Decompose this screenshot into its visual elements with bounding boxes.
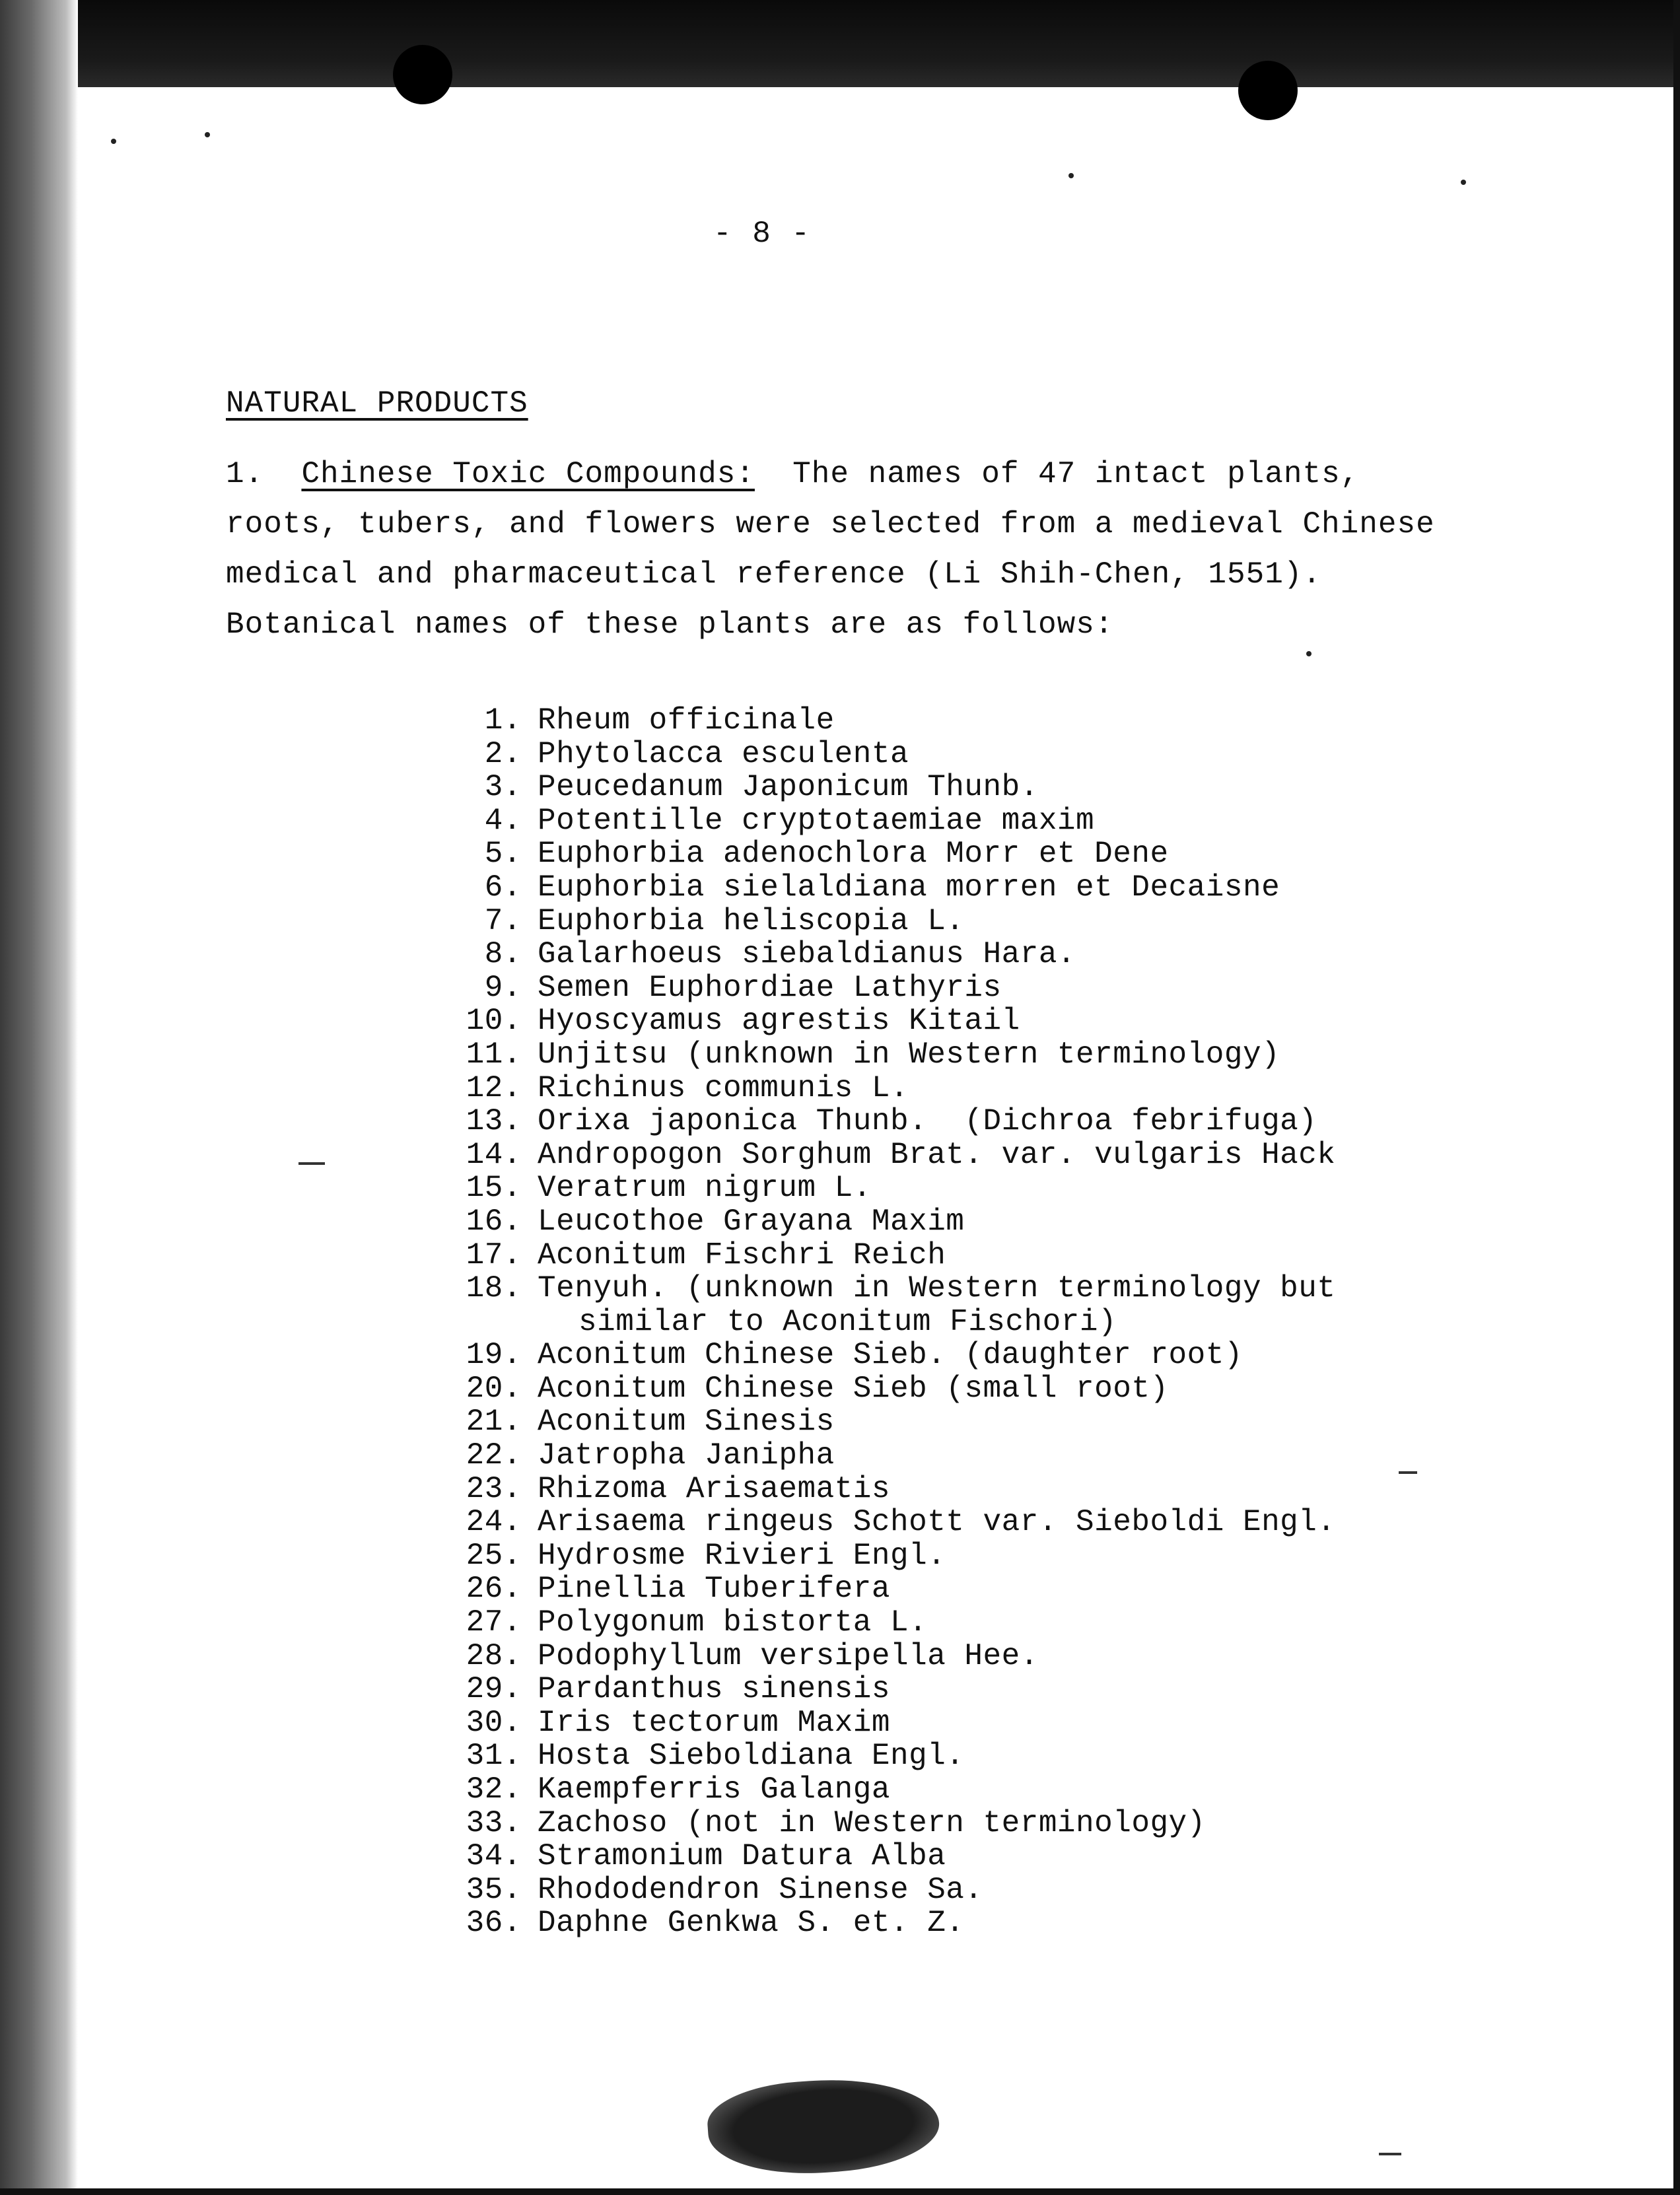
scan-top-border [0,0,1680,87]
list-item-number: 24. [466,1505,522,1540]
list-item-number: 9. [484,970,522,1005]
list-item [423,1205,1545,1239]
scan-right-border [1673,0,1680,2195]
list-item-number: 4. [484,803,522,838]
intro-line [226,449,1586,499]
scan-speck [1306,651,1312,656]
list-item-name: Hyoscyamus agrestis Kitail [538,1004,1020,1039]
list-item-number: 22. [466,1438,522,1473]
scan-speck [111,139,116,144]
list-item [423,1072,1545,1105]
list-item [423,1539,1545,1573]
list-item-name: Pinellia Tuberifera [538,1572,890,1607]
list-item [423,1004,1545,1038]
list-item-number: 8. [484,937,522,972]
list-item-name: Iris tectorum Maxim [538,1705,890,1740]
intro-paragraph [226,449,1586,650]
scan-speck [1461,180,1466,185]
list-item-name: Jatropha Janipha [538,1438,835,1473]
list-item-name: Andropogon Sorghum Brat. var. vulgaris Hack [538,1137,1336,1172]
list-item-number: 17. [466,1237,522,1272]
list-item [423,1807,1545,1840]
list-item [423,938,1545,971]
list-item-name: Zachoso (not in Western terminology) [538,1805,1206,1840]
list-item-number: 34. [466,1839,522,1874]
list-item [423,738,1545,771]
list-item-number: 25. [466,1538,522,1573]
page-number: - 8 - [713,217,812,251]
list-item-name: Euphorbia adenochlora Morr et Dene [538,837,1169,872]
section-heading: NATURAL PRODUCTS [226,386,528,421]
intro-number: 1. [226,457,264,491]
list-item [423,1840,1545,1873]
scan-left-border [0,0,78,2195]
list-item-number: 26. [466,1572,522,1607]
list-item [423,1906,1545,1940]
list-item-name: Leucothoe Grayana Maxim [538,1204,965,1239]
list-item-name: Kaempferris Galanga [538,1772,890,1807]
list-item-number: 5. [484,837,522,872]
list-item-number: 30. [466,1705,522,1740]
list-item [423,871,1545,905]
list-item [423,1773,1545,1807]
list-item [423,1372,1545,1406]
list-item-number: 33. [466,1805,522,1840]
plant-list [423,704,1545,1940]
list-item-number: 13. [466,1104,522,1139]
list-item [423,1673,1545,1706]
scan-speck [1068,173,1074,178]
list-item-name: Aconitum Chinese Sieb (small root) [538,1371,1169,1406]
list-item-name: Richinus communis L. [538,1070,909,1105]
intro-line: medical and pharmaceutical reference (Li Shih-Chen, 1551). [226,557,1322,592]
ink-blot [705,2072,942,2180]
list-item [423,704,1545,738]
list-item-number: 1. [484,703,522,738]
list-item [423,1272,1545,1306]
list-item [423,905,1545,938]
list-item-name: Rhizoma Arisaematis [538,1471,890,1506]
list-item-name: Podophyllum versipella Hee. [538,1638,1039,1673]
list-item-number: 23. [466,1471,522,1506]
list-item-name: Aconitum Chinese Sieb. (daughter root) [538,1338,1243,1373]
list-item [423,1706,1545,1740]
list-item [423,971,1545,1005]
list-item-number: 18. [466,1271,522,1306]
list-item-name: Unjitsu (unknown in Western terminology) [538,1037,1280,1072]
list-item-number: 2. [484,736,522,771]
list-item-name: Daphne Genkwa S. et. Z. [538,1906,965,1941]
list-item [423,1640,1545,1673]
punch-hole [393,45,452,104]
list-item-continuation [423,1306,1545,1339]
list-item [423,1506,1545,1539]
list-item-name: Stramonium Datura Alba [538,1839,946,1874]
list-item-number: 36. [466,1906,522,1941]
list-item-name: Tenyuh. (unknown in Western terminology but [538,1271,1336,1306]
list-item-name: Pardanthus sinensis [538,1672,890,1707]
list-item [423,1339,1545,1372]
list-item-name: Orixa japonica Thunb. (Dichroa febrifuga) [538,1104,1317,1139]
intro-subheading: Chinese Toxic Compounds: [301,457,755,491]
list-item-number: 31. [466,1739,522,1774]
punch-hole [1238,61,1298,120]
list-item [423,1473,1545,1506]
list-item-name: Rheum officinale [538,703,835,738]
list-item-number: 3. [484,770,522,805]
list-item-name: Aconitum Fischri Reich [538,1237,946,1272]
list-item-number: 10. [466,1004,522,1039]
list-item-name: Hydrosme Rivieri Engl. [538,1538,946,1573]
list-item-name: Veratrum nigrum L. [538,1171,872,1206]
list-item-number: 32. [466,1772,522,1807]
list-item [423,1873,1545,1907]
list-item-name: Peucedanum Japonicum Thunb. [538,770,1039,805]
list-item [423,1138,1545,1172]
list-item-number: 6. [484,870,522,905]
list-item-number: 21. [466,1405,522,1440]
scan-bottom-border [0,2188,1680,2195]
intro-line: Botanical names of these plants are as follows: [226,608,1114,642]
list-item-name: Potentille cryptotaemiae maxim [538,803,1095,838]
scan-speck [205,132,210,137]
list-item [423,1606,1545,1640]
list-item-number: 12. [466,1070,522,1105]
list-item-number: 19. [466,1338,522,1373]
list-item [423,837,1545,871]
list-item-name: Euphorbia sielaldiana morren et Decaisne [538,870,1280,905]
list-item-name: Hosta Sieboldiana Engl. [538,1739,965,1774]
list-item-number: 7. [484,903,522,938]
list-item-name: Euphorbia heliscopia L. [538,903,965,938]
list-item-number: 28. [466,1638,522,1673]
list-item [423,1739,1545,1773]
list-item [423,1038,1545,1072]
list-item-number: 20. [466,1371,522,1406]
list-item-name: Phytolacca esculenta [538,736,909,771]
scan-mark [1379,2153,1401,2155]
list-item [423,1239,1545,1272]
list-item [423,1171,1545,1205]
list-item-number: 27. [466,1605,522,1640]
intro-line: roots, tubers, and flowers were selected from a medieval Chinese [226,507,1435,541]
list-item [423,1105,1545,1138]
list-item [423,1405,1545,1439]
list-item [423,1439,1545,1473]
list-item-name: Rhododendron Sinense Sa. [538,1872,983,1907]
intro-text: The names of 47 intact plants, [792,457,1360,491]
list-item-number: 15. [466,1171,522,1206]
scan-mark [298,1162,325,1165]
list-item-name: Galarhoeus siebaldianus Hara. [538,937,1076,972]
list-item [423,804,1545,838]
list-item-continuation-text: similar to Aconitum Fischori) [578,1304,1117,1339]
list-item-name: Polygonum bistorta L. [538,1605,928,1640]
list-item-name: Semen Euphordiae Lathyris [538,970,1002,1005]
list-item [423,1572,1545,1606]
list-item-number: 11. [466,1037,522,1072]
list-item-name: Arisaema ringeus Schott var. Sieboldi Engl. [538,1505,1336,1540]
list-item-name: Aconitum Sinesis [538,1405,835,1440]
list-item [423,771,1545,804]
list-item-number: 35. [466,1872,522,1907]
list-item-number: 16. [466,1204,522,1239]
list-item-number: 29. [466,1672,522,1707]
list-item-number: 14. [466,1137,522,1172]
